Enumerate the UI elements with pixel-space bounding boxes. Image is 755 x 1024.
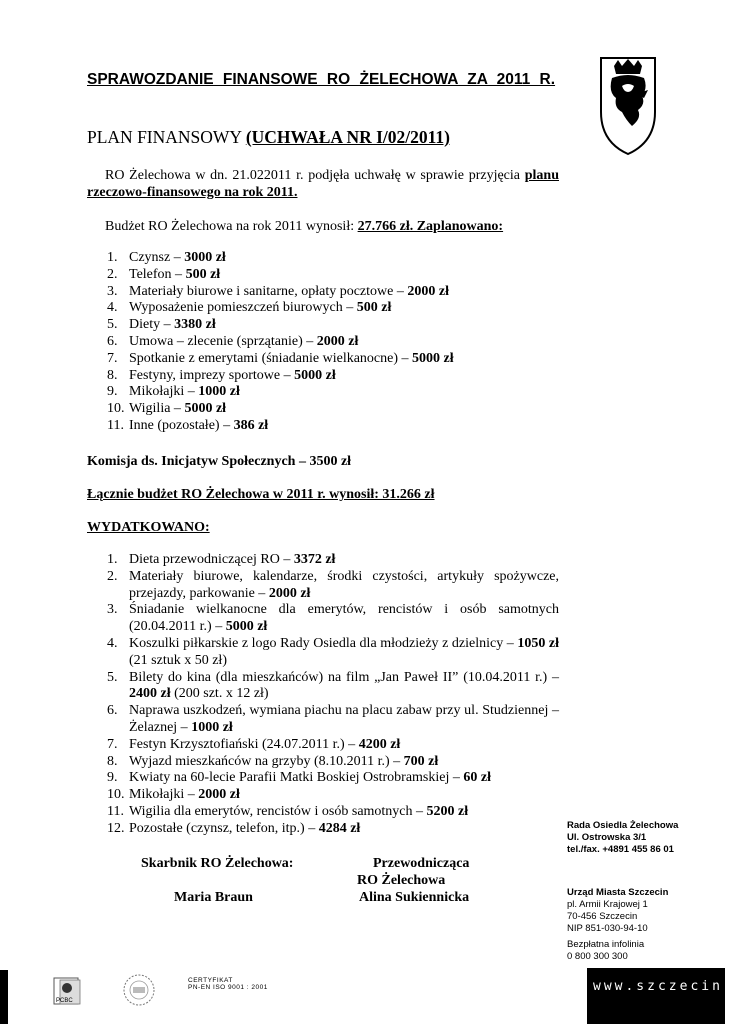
planned-item-amount: 3000 zł xyxy=(184,250,226,265)
planned-item xyxy=(87,384,559,401)
plan-label: PLAN FINANSOWY xyxy=(87,127,246,147)
spent-item-number: 11. xyxy=(107,803,124,819)
spent-item-text: Materiały biurowe, kalendarze, środki czystości, artykuły spożywcze, przejazdy, parkowanie – xyxy=(129,568,559,601)
spent-item-text: Dieta przewodniczącej RO – xyxy=(129,552,294,567)
chair-name: Alina Sukiennicka xyxy=(359,890,470,905)
spent-item-number: 5. xyxy=(107,669,118,685)
spent-item-amount: 1050 zł xyxy=(517,635,559,651)
planned-item-number: 4. xyxy=(107,300,118,316)
planned-item-number: 10. xyxy=(107,401,125,417)
spent-item xyxy=(87,552,559,569)
spent-item-text: Kwiaty na 60-lecie Parafii Matki Boskiej Ostrobramskiej – xyxy=(129,770,464,786)
spent-item xyxy=(87,636,559,670)
planned-item xyxy=(87,418,559,435)
planned-item-number: 5. xyxy=(107,317,118,333)
intro-paragraph xyxy=(87,167,559,201)
rada-phone: tel./fax. +4891 455 86 01 xyxy=(567,844,674,855)
budget-text: Budżet RO Żelechowa na rok 2011 wynosił: xyxy=(105,219,358,234)
certificate-line2: PN-EN ISO 9001 : 2001 xyxy=(188,984,268,991)
spent-item-amount: 5000 zł xyxy=(225,619,268,635)
planned-item-text: Materiały biurowe i sanitarne, opłaty pocztowe – xyxy=(129,283,408,299)
spent-item-text: Bilety do kina (dla mieszkańców) na film „Jan Paweł II” (10.04.2011 r.) – xyxy=(129,669,559,685)
spent-item-text: Naprawa uszkodzeń, wymiana piachu na placu zabaw przy ul. Studziennej – Żelaznej – xyxy=(129,703,559,735)
spent-item-number: 7. xyxy=(107,736,118,752)
planned-item xyxy=(87,317,559,334)
spent-item-amount: 700 zł xyxy=(403,753,439,769)
plan-resolution: (UCHWAŁA NR I/02/2011) xyxy=(245,127,450,147)
planned-item-amount: 5000 zł xyxy=(412,350,454,366)
certyfikat-seal-icon xyxy=(121,972,157,1008)
planned-item xyxy=(87,267,559,284)
planned-item xyxy=(87,368,559,385)
document-title: SPRAWOZDANIE FINANSOWE RO ŻELECHOWA ZA 2011 R. xyxy=(87,71,556,88)
planned-item-amount: 2000 zł xyxy=(407,283,449,299)
spent-item-text: Wyjazd mieszkańców na grzyby (8.10.2011 r.) – xyxy=(129,753,404,769)
szczecin-url[interactable]: www.szczecin.pl xyxy=(593,979,755,994)
spent-item xyxy=(87,787,559,804)
chair-role-line2: RO Żelechowa xyxy=(357,873,446,888)
pcbc-logo-icon xyxy=(52,976,88,1008)
planned-item-text: Umowa – zlecenie (sprzątanie) – xyxy=(129,333,317,349)
planned-item-amount: 500 zł xyxy=(185,266,221,282)
urzad-name: Urząd Miasta Szczecin xyxy=(567,887,669,898)
planned-item-number: 8. xyxy=(107,367,118,383)
planned-item xyxy=(87,401,559,418)
budget-amount: 27.766 zł. Zaplanowano: xyxy=(357,219,504,234)
svg-text:PCBC: PCBC xyxy=(56,998,73,1004)
rada-contact-block xyxy=(567,820,678,856)
certificate-line1: CERTYFIKAT xyxy=(188,977,233,984)
szczecin-griffin-crest-icon xyxy=(598,54,658,156)
spent-item xyxy=(87,770,559,787)
planned-item-number: 9. xyxy=(107,384,118,400)
planned-item-number: 3. xyxy=(107,283,118,299)
spent-item-number: 6. xyxy=(107,703,118,719)
spent-item-amount: 1000 zł xyxy=(191,719,233,735)
treasurer-name: Maria Braun xyxy=(174,890,253,905)
total-budget-line: Łącznie budżet RO Żelechowa w 2011 r. wynosił: 31.266 zł xyxy=(87,487,435,502)
urzad-contact-block xyxy=(567,887,668,963)
certificate-text xyxy=(188,977,268,991)
planned-item-amount: 2000 zł xyxy=(316,333,359,349)
spent-item-text: Śniadanie wielkanocne dla emerytów, rencistów i osób samotnych (20.04.2011 r.) – xyxy=(129,602,559,635)
planned-item-number: 1. xyxy=(107,250,118,265)
planned-item xyxy=(87,250,559,267)
urzad-address: pl. Armii Krajowej 1 xyxy=(567,899,648,910)
szczecin-url-banner[interactable] xyxy=(587,968,755,1024)
planned-item-number: 7. xyxy=(107,350,118,366)
planned-item-amount: 386 zł xyxy=(233,417,269,433)
planned-item-amount: 3380 zł xyxy=(174,317,216,333)
spent-item-number: 4. xyxy=(107,635,118,651)
spent-items-list xyxy=(87,552,559,838)
planned-item-amount: 1000 zł xyxy=(198,384,240,400)
planned-item-text: Inne (pozostałe) – xyxy=(129,417,234,433)
spent-item xyxy=(87,670,559,704)
spent-item-text: Pozostałe (czynsz, telefon, itp.) – xyxy=(129,820,319,836)
spent-item xyxy=(87,737,559,754)
spent-item-amount: 2000 zł xyxy=(198,787,240,803)
spent-item-amount: 2400 zł xyxy=(129,686,171,702)
spent-item-text: Mikołajki – xyxy=(129,787,199,803)
spent-item-amount: 2000 zł xyxy=(268,585,311,601)
intro-text: RO Żelechowa w dn. 21.022011 r. podjęła uchwałę w sprawie przyjęcia xyxy=(105,168,525,183)
rada-address: Ul. Ostrowska 3/1 xyxy=(567,832,647,843)
planned-item xyxy=(87,334,559,351)
planned-item-number: 6. xyxy=(107,333,118,349)
spent-item xyxy=(87,804,559,821)
spent-item xyxy=(87,569,559,603)
spent-item-amount: 4284 zł xyxy=(318,820,361,836)
planned-item-text: Mikołajki – xyxy=(129,384,199,400)
commission-line: Komisja ds. Inicjatyw Społecznych – 3500 zł xyxy=(87,454,352,469)
spent-item-amount: 4200 zł xyxy=(358,736,401,752)
planned-item xyxy=(87,351,559,368)
spent-item xyxy=(87,754,559,771)
planned-item-text: Czynsz – xyxy=(129,250,185,265)
rada-name: Rada Osiedla Żelechowa xyxy=(567,820,679,831)
planned-item-amount: 500 zł xyxy=(356,300,392,316)
planned-item xyxy=(87,284,559,301)
spent-item-number: 1. xyxy=(107,552,118,567)
spent-item-number: 12. xyxy=(107,820,125,836)
spent-item xyxy=(87,703,559,737)
spent-item xyxy=(87,602,559,636)
planned-item-text: Festyny, imprezy sportowe – xyxy=(129,367,295,383)
spent-item xyxy=(87,821,559,838)
budget-line xyxy=(105,218,503,235)
spent-item-number: 9. xyxy=(107,770,118,786)
spent-heading: WYDATKOWANO: xyxy=(87,520,210,535)
chair-role-line1: Przewodnicząca xyxy=(373,856,470,871)
spent-item-note: (21 sztuk x 50 zł) xyxy=(129,652,227,668)
spent-item-text: Festyn Krzysztofiański (24.07.2011 r.) – xyxy=(129,736,359,752)
urzad-city: 70-456 Szczecin xyxy=(567,911,638,922)
planned-item-text: Telefon – xyxy=(129,266,186,282)
planned-item-amount: 5000 zł xyxy=(184,401,227,417)
spent-item-amount: 5200 zł xyxy=(426,803,469,819)
spent-item-number: 2. xyxy=(107,568,118,584)
planned-item-amount: 5000 zł xyxy=(294,367,336,383)
urzad-nip: NIP 851-030-94-10 xyxy=(567,923,648,934)
plan-heading xyxy=(87,127,450,148)
spent-item-number: 10. xyxy=(107,787,125,803)
spent-item-number: 3. xyxy=(107,602,118,618)
infoline-number: 0 800 300 300 xyxy=(567,951,628,962)
planned-item xyxy=(87,300,559,317)
planned-items-list xyxy=(87,250,559,435)
intro-plan-link-text: planu rzeczowo-finansowego na rok 2011. xyxy=(87,168,559,200)
treasurer-role: Skarbnik RO Żelechowa: xyxy=(141,856,294,871)
planned-item-number: 11. xyxy=(107,417,124,433)
spent-item-text: Koszulki piłkarskie z logo Rady Osiedla dla młodzieży z dzielnicy – xyxy=(129,635,518,651)
spent-item-note: (200 szt. x 12 zł) xyxy=(170,686,269,702)
planned-item-number: 2. xyxy=(107,266,118,282)
spent-item-amount: 60 zł xyxy=(463,770,491,786)
infoline-label: Bezpłatna infolinia xyxy=(567,939,645,950)
spent-item-text: Wigilia dla emerytów, rencistów i osób samotnych – xyxy=(129,803,427,819)
planned-item-text: Diety – xyxy=(129,317,175,333)
footer-left-bar xyxy=(0,970,8,1024)
spent-item-number: 8. xyxy=(107,753,118,769)
spent-item-amount: 3372 zł xyxy=(293,552,336,567)
planned-item-text: Wigilia – xyxy=(129,401,185,417)
planned-item-text: Wyposażenie pomieszczeń biurowych – xyxy=(129,300,357,316)
planned-item-text: Spotkanie z emerytami (śniadanie wielkanocne) – xyxy=(129,350,413,366)
